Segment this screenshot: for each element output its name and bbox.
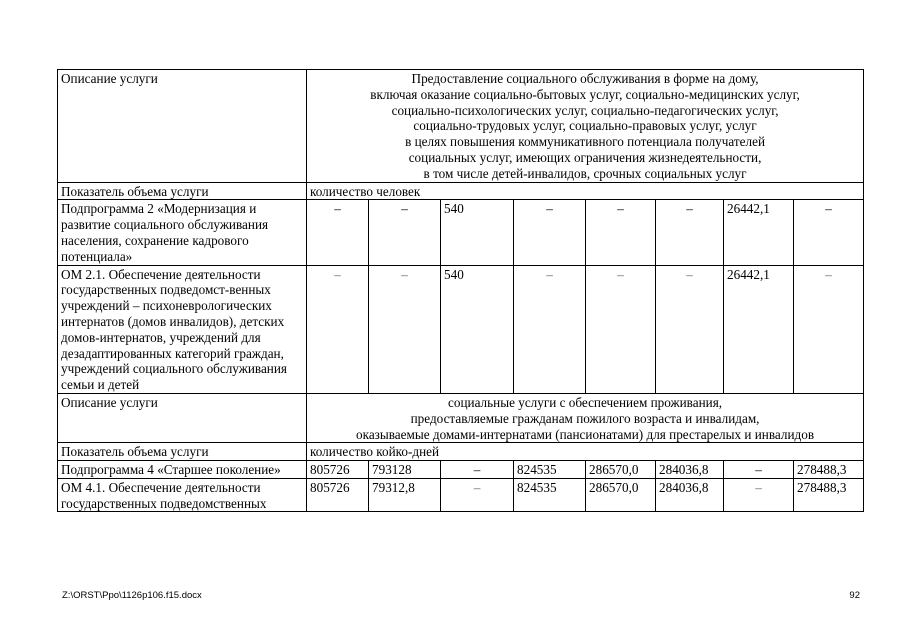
row-cell: – [724, 478, 794, 511]
row-cell: 540 [441, 200, 514, 265]
row-cell: – [514, 200, 586, 265]
row-cell: 805726 [307, 478, 369, 511]
row-cell: – [656, 200, 724, 265]
s2-description-text: социальные услуги с обеспечением проживания, предоставляемые гражданам пожилого возраста и инвалидам, оказываемые домами-интернатами (пансионатами) для престарелых и инвалидов [307, 393, 864, 442]
row-cell: 824535 [514, 478, 586, 511]
s2-volume-label: Показатель объема услуги [58, 443, 307, 461]
s1-volume-row [58, 182, 864, 200]
s1-description-label: Описание услуги [58, 70, 307, 183]
row-name: ОМ 2.1. Обеспечение деятельности государственных подведомст-венных учреждений – психоневрологических интернатов (домов инвалидов), детских домов-интернатов, учреждений для дезадаптированных категорий граждан, учреждений социального обслуживания семьи и детей [58, 265, 307, 393]
row-cell: 278488,3 [794, 461, 864, 479]
row-cell: – [586, 200, 656, 265]
table-row [58, 461, 864, 479]
row-cell: – [307, 200, 369, 265]
s1-volume-value: количество человек [307, 182, 864, 200]
row-cell: – [307, 265, 369, 393]
row-cell: – [794, 200, 864, 265]
row-cell: 286570,0 [586, 461, 656, 479]
s2-description-label: Описание услуги [58, 393, 307, 442]
s1-description-text: Предоставление социального обслуживания в форме на дому, включая оказание социально-бытовых услуг, социально-медицинских услуг, социально-психологических услуг, социально-педагогических услуг, социально-трудовых услуг, социально-правовых услуг, услуг в целях повышения коммуникативного потенциала получателей социальных услуг, имеющих ограничения жизнедеятельности, в том числе детей-инвалидов, срочных социальных услуг [307, 70, 864, 183]
row-cell: 284036,8 [656, 478, 724, 511]
row-cell: – [514, 265, 586, 393]
row-cell: – [794, 265, 864, 393]
row-cell: 284036,8 [656, 461, 724, 479]
services-table [57, 69, 864, 512]
table-row [58, 478, 864, 511]
row-name: ОМ 4.1. Обеспечение деятельности государственных подведомственных [58, 478, 307, 511]
footer-file-path: Z:\ORST\Ppo\1126p106.f15.docx [62, 590, 202, 601]
row-cell: – [369, 265, 441, 393]
row-cell: – [369, 200, 441, 265]
row-cell: – [441, 461, 514, 479]
row-cell: – [656, 265, 724, 393]
row-cell: 26442,1 [724, 200, 794, 265]
row-cell: 26442,1 [724, 265, 794, 393]
row-cell: 805726 [307, 461, 369, 479]
s2-volume-row [58, 443, 864, 461]
row-cell: 286570,0 [586, 478, 656, 511]
row-cell: 540 [441, 265, 514, 393]
row-cell: 824535 [514, 461, 586, 479]
row-cell: – [441, 478, 514, 511]
s2-description-row [58, 393, 864, 442]
row-cell: 79312,8 [369, 478, 441, 511]
row-cell: 793128 [369, 461, 441, 479]
row-cell: – [724, 461, 794, 479]
table-row [58, 200, 864, 265]
table-row [58, 265, 864, 393]
s2-volume-value: количество койко-дней [307, 443, 864, 461]
row-name: Подпрограмма 2 «Модернизация и развитие социального обслуживания населения, сохранение кадрового потенциала» [58, 200, 307, 265]
row-cell: 278488,3 [794, 478, 864, 511]
footer-page-number: 92 [849, 590, 860, 601]
s1-description-row [58, 70, 864, 183]
s1-volume-label: Показатель объема услуги [58, 182, 307, 200]
row-name: Подпрограмма 4 «Старшее поколение» [58, 461, 307, 479]
row-cell: – [586, 265, 656, 393]
